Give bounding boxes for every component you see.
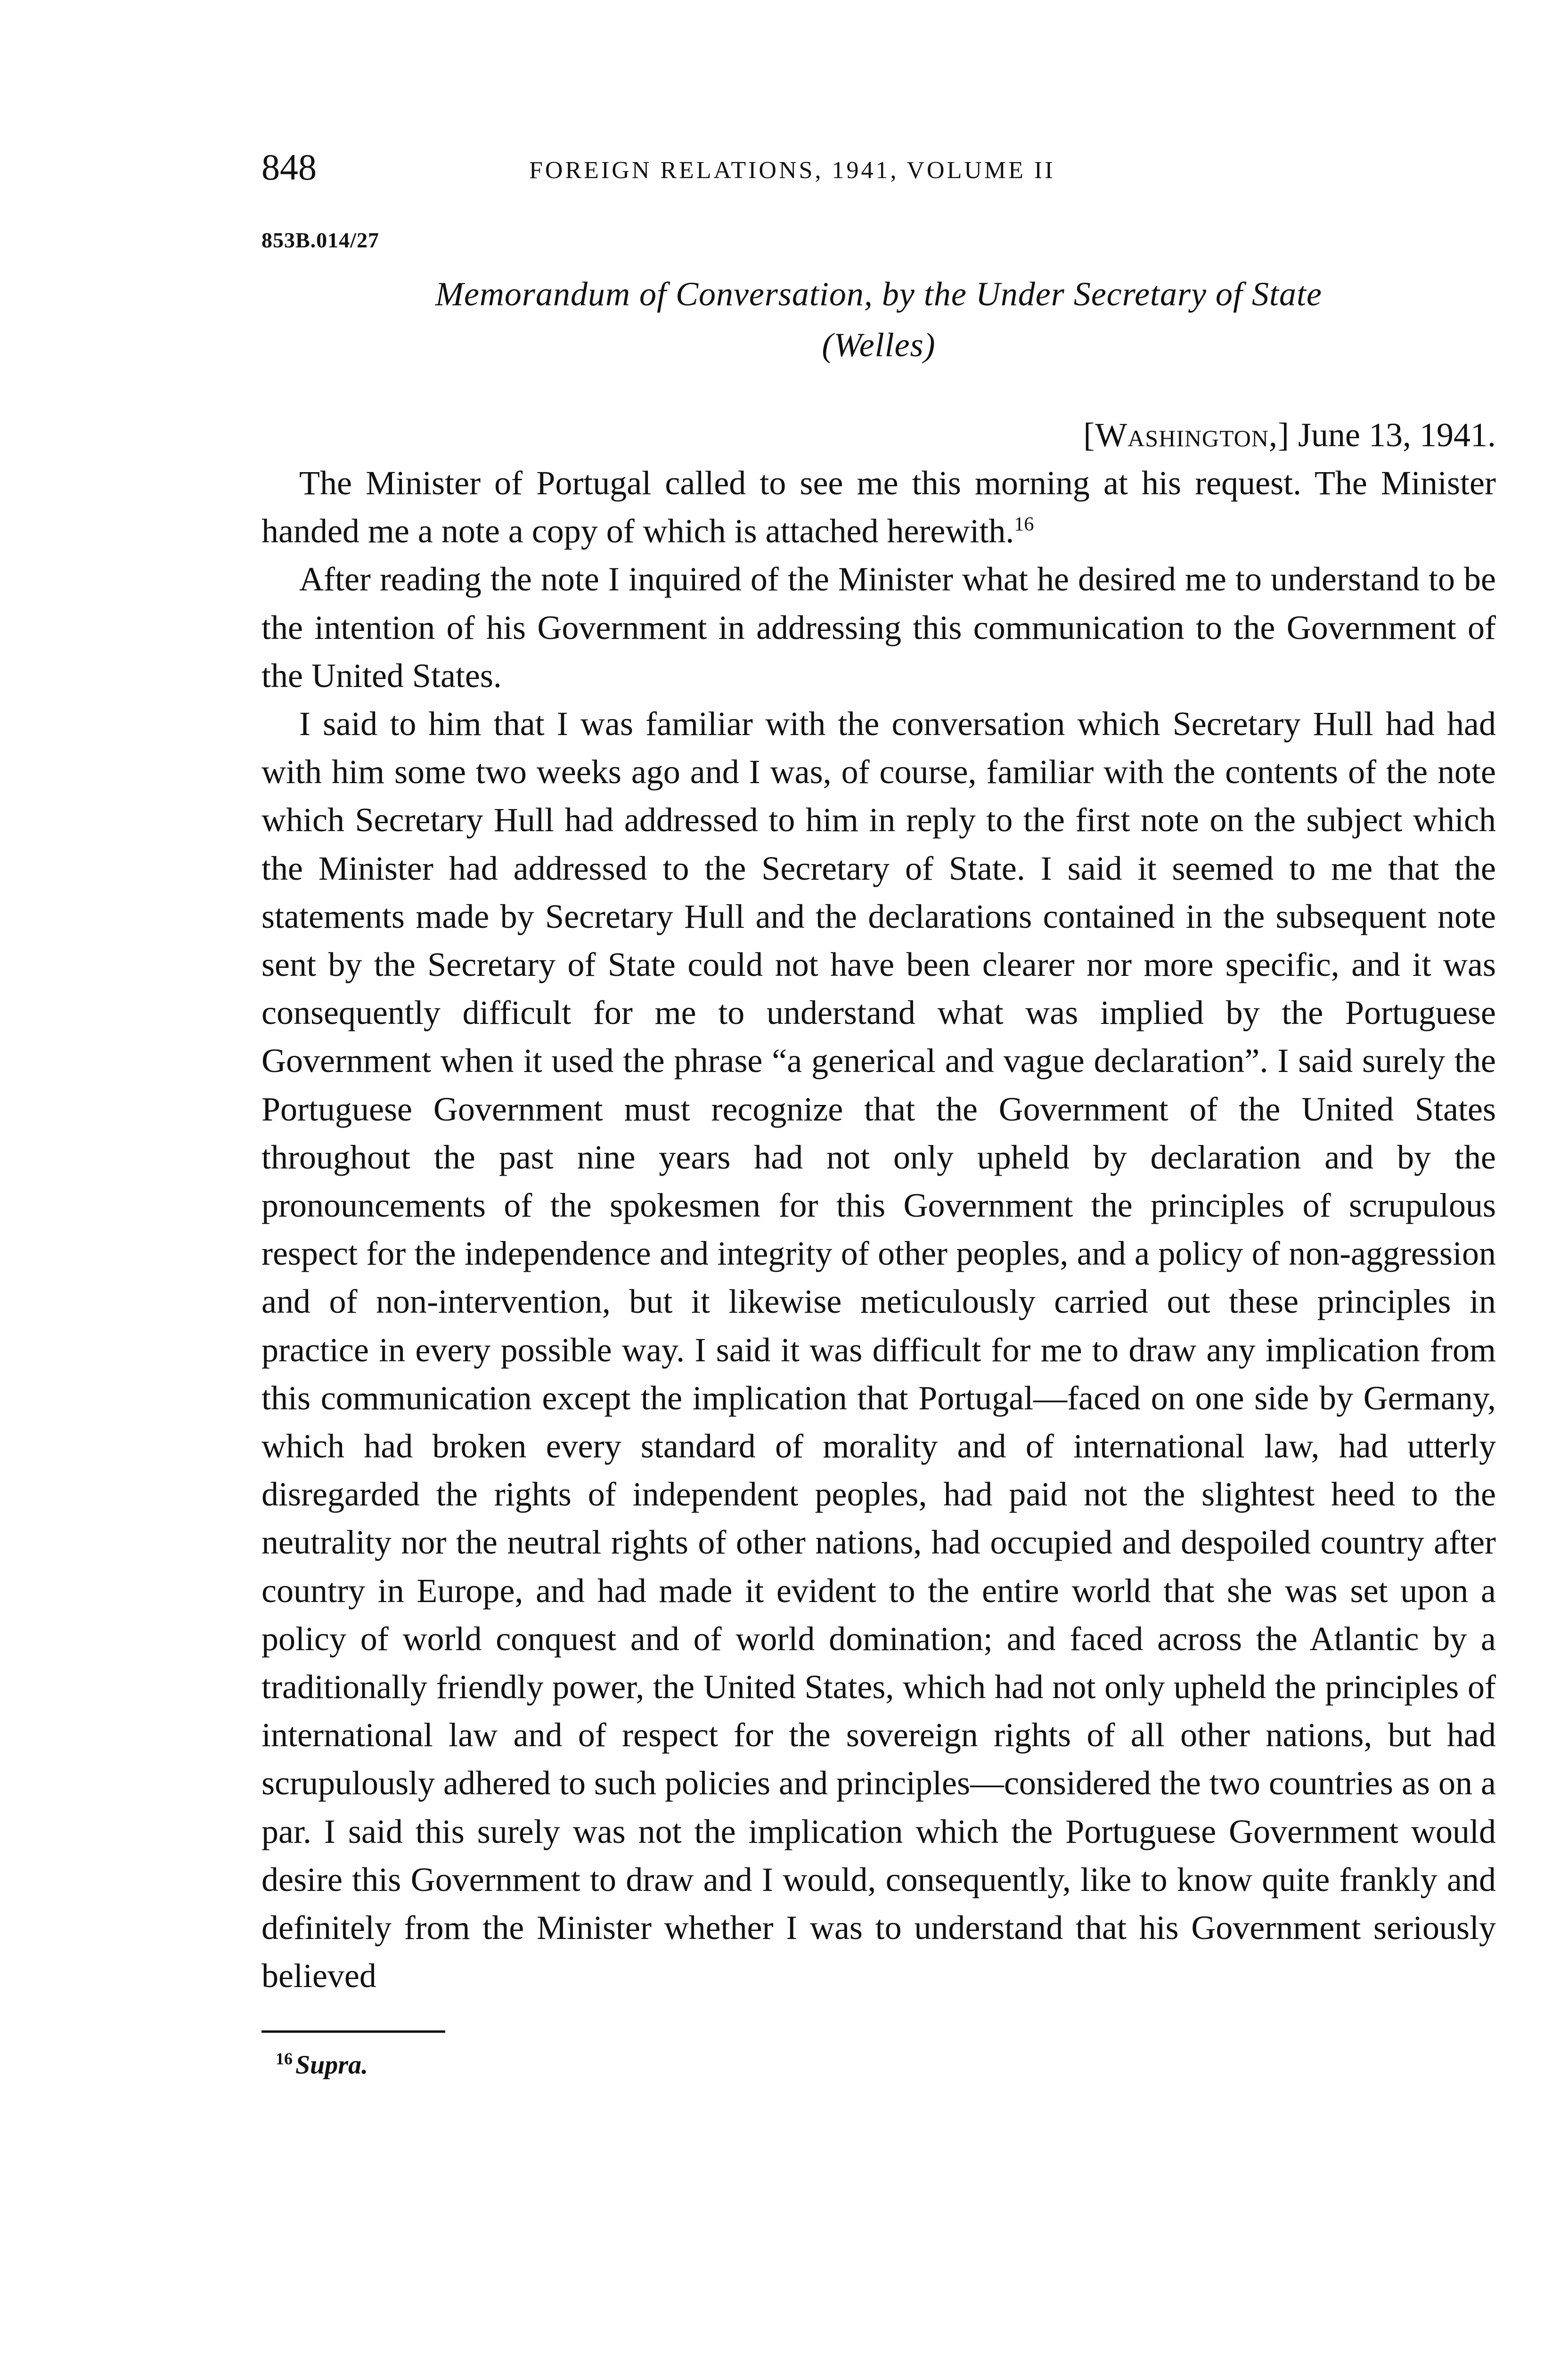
running-head — [261, 141, 1496, 193]
dateline — [261, 411, 1496, 459]
document-page — [261, 141, 1496, 2080]
footnote-reference: 16 — [1014, 514, 1034, 536]
footnote-text: Supra. — [295, 2050, 368, 2080]
dateline-date: June 13, 1941. — [1298, 416, 1496, 454]
document-title-line-2: (Welles) — [822, 326, 936, 364]
paragraph-3: I said to him that I was familiar with the conversation which Secretary Hull had had with him some two weeks ago and I was, of course, familiar with the contents of the note which Secretary Hull had addressed to him in reply to the first note on the subject which the Minister had addressed to the Secretary of State. I said it seemed to me that the statements made by Secretary Hull and the declarations contained in the subsequent note sent by the Secretary of State could not have been clearer nor more specific, and it was consequently difficult for me to understand what was implied by the Portuguese Government when it used the phrase “a generical and vague declaration”. I said surely the Portuguese Government must recognize that the Government of the United States throughout the past nine years had not only upheld by declaration and by the pronouncements of the spokesmen for this Government the principles of scrupulous respect for the independence and integrity of other peoples, and a policy of non-aggression and of non-intervention, but it likewise meticulously carried out these principles in practice in every possible way. I said it was difficult for me to draw any implication from this communication except the implication that Portugal—faced on one side by Germany, which had broken every standard of morality and of international law, had utterly disregarded the rights of independent peoples, had paid not the slightest heed to the neutrality nor the neutral rights of other nations, had occupied and despoiled country after country in Europe, and had made it evident to the entire world that she was set upon a policy of world conquest and of world domination; and faced across the Atlantic by a traditionally friendly power, the United States, which had not only upheld the principles of international law and of respect for the sovereign rights of all other nations, but had scrupulously adhered to such policies and principles—considered the two countries as on a par. I said this surely was not the implication which the Portuguese Government would desire this Government to draw and I would, consequently, like to know quite frankly and definitely from the Minister whether I was to understand that his Government seriously believed — [261, 705, 1496, 1995]
file-number: 853B.014/27 — [261, 228, 379, 252]
document-title-line-1: Memorandum of Conversation, by the Under Secretary of State — [435, 275, 1322, 313]
running-title: FOREIGN RELATIONS, 1941, VOLUME II — [529, 157, 1055, 184]
footnote-divider — [261, 2030, 445, 2033]
document-title — [261, 269, 1496, 370]
memorandum-body — [261, 459, 1496, 2000]
page-number: 848 — [261, 147, 317, 188]
footnote-number: 16 — [276, 2049, 293, 2068]
footnote — [276, 2049, 1496, 2080]
paragraph-1 — [261, 459, 1496, 555]
paragraph-1-text: The Minister of Portugal called to see me this morning at his request. The Minister handed me a note a copy of which is attached herewith. — [261, 464, 1496, 550]
paragraph-2: After reading the note I inquired of the Minister what he desired me to understand to be the intention of his Government in addressing this communication to the Government of the United States. — [261, 560, 1496, 695]
dateline-place: [Washington,] — [1083, 416, 1290, 454]
